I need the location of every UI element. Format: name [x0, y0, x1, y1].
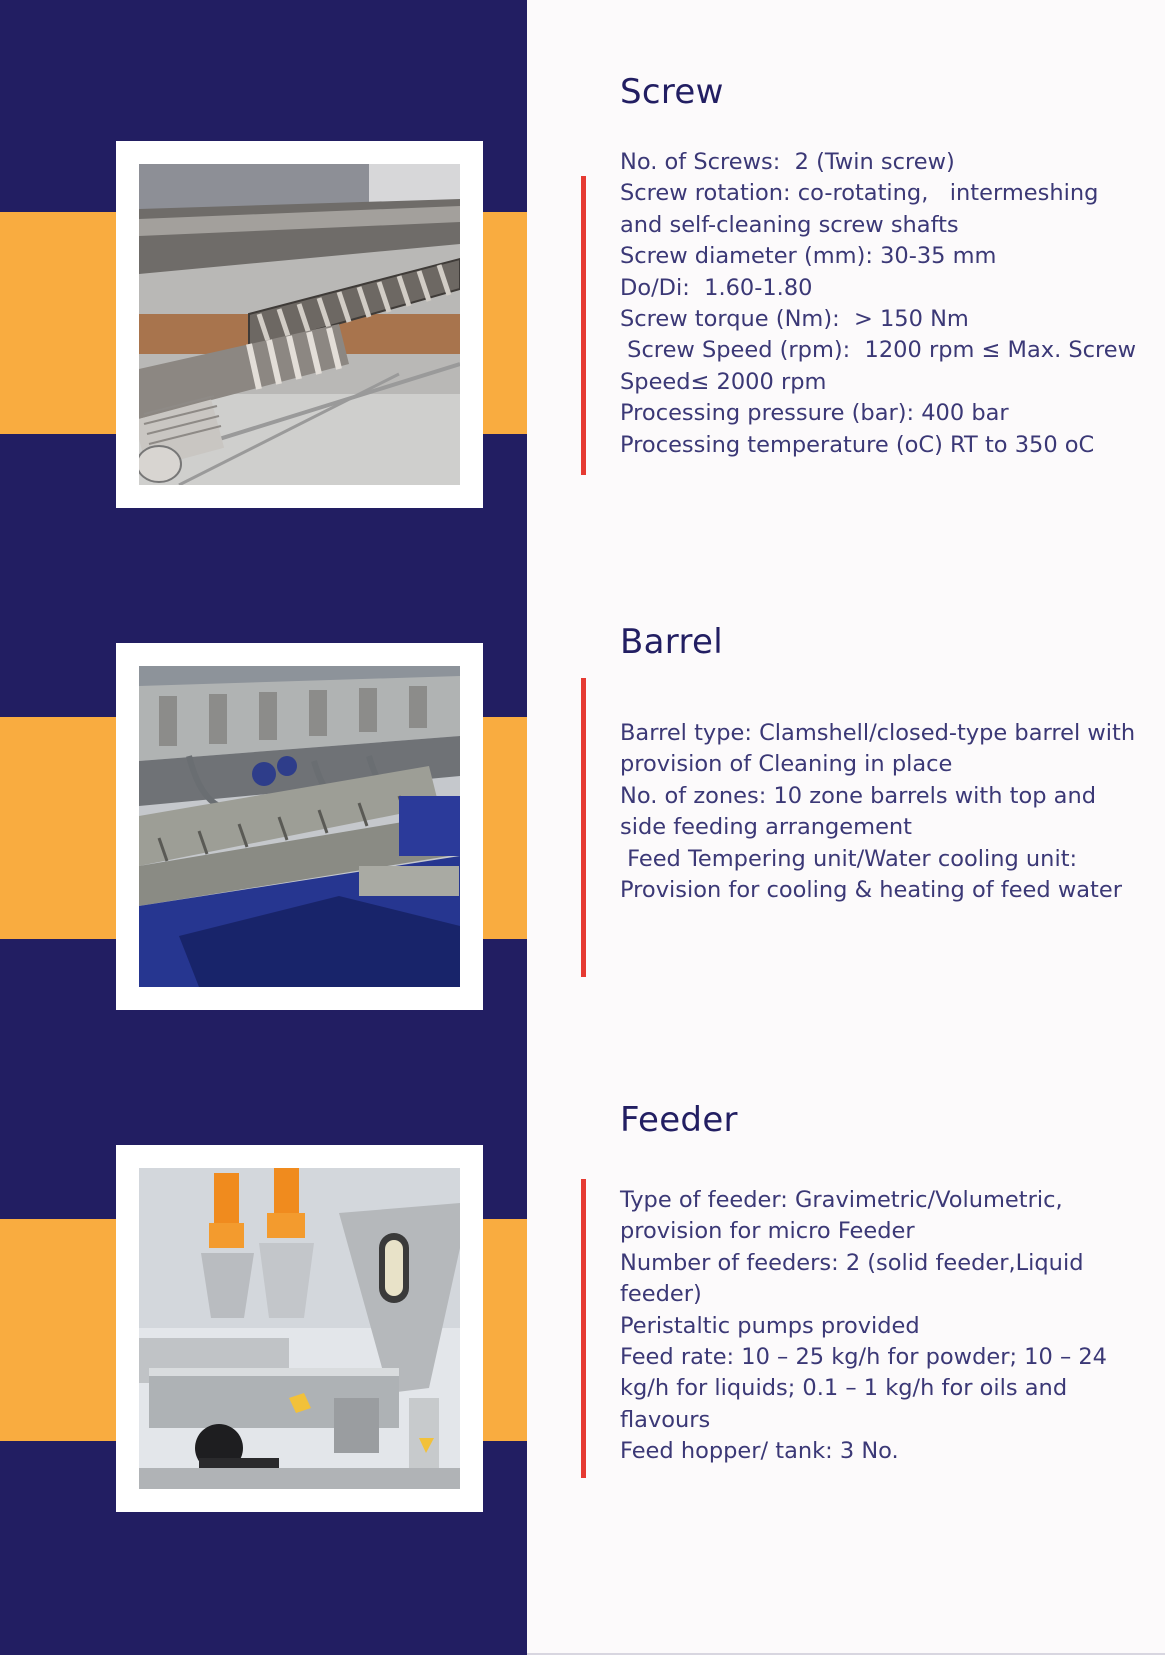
- accent-bar-feeder: [581, 1179, 586, 1478]
- spec-item: Barrel type: Clamshell/closed-type barrel with provision of Cleaning in place: [620, 720, 1143, 778]
- spec-item: Peristaltic pumps provided: [620, 1312, 920, 1339]
- screw-photo-frame: [116, 141, 483, 508]
- spec-list-screw: [620, 147, 1144, 461]
- spec-item: Type of feeder: Gravimetric/Volumetric, provision for micro Feeder: [620, 1187, 1070, 1245]
- spec-item: Screw diameter (mm): 30-35 mm: [620, 243, 997, 270]
- accent-bar-barrel: [581, 678, 586, 977]
- section-title-barrel: Barrel: [620, 622, 723, 662]
- feeder-photo: [139, 1168, 460, 1489]
- barrel-photo: [139, 666, 460, 987]
- spec-item: Number of feeders: 2 (solid feeder,Liquid feeder): [620, 1249, 1091, 1308]
- spec-list-barrel: [620, 718, 1143, 906]
- spec-item: Processing pressure (bar): 400 bar: [620, 400, 1009, 427]
- accent-bar-screw: [581, 176, 586, 475]
- spec-item: Screw torque (Nm): > 150 Nm: [620, 306, 969, 333]
- section-title-screw: Screw: [620, 72, 724, 112]
- spec-item: Screw Speed (rpm): 1200 rpm ≤ Max. Screw Speed≤ 2000 rpm: [620, 337, 1144, 395]
- spec-item: No. of zones: 10 zone barrels with top and side feeding arrangement: [620, 782, 1104, 841]
- spec-item: Processing temperature (oC) RT to 350 oC: [620, 431, 1095, 458]
- left-navy-panel: [0, 0, 527, 1655]
- barrel-photo-frame: [116, 643, 483, 1010]
- spec-item: Feed hopper/ tank: 3 No.: [620, 1438, 899, 1465]
- spec-list-feeder: [620, 1185, 1140, 1468]
- spec-item: Feed rate: 10 – 25 kg/h for powder; 10 – 24 kg/h for liquids; 0.1 – 1 kg/h for oils and flavours: [620, 1344, 1115, 1433]
- spec-item: Do/Di: 1.60-1.80: [620, 274, 813, 301]
- section-title-feeder: Feeder: [620, 1100, 738, 1140]
- feeder-photo-frame: [116, 1145, 483, 1512]
- spec-item: Screw rotation: co-rotating, intermeshing and self-cleaning screw shafts: [620, 180, 1106, 238]
- spec-item: Feed Tempering unit/Water cooling unit: Provision for cooling & heating of feed water: [620, 845, 1122, 904]
- spec-item: No. of Screws: 2 (Twin screw): [620, 149, 955, 175]
- screw-photo: [139, 164, 460, 485]
